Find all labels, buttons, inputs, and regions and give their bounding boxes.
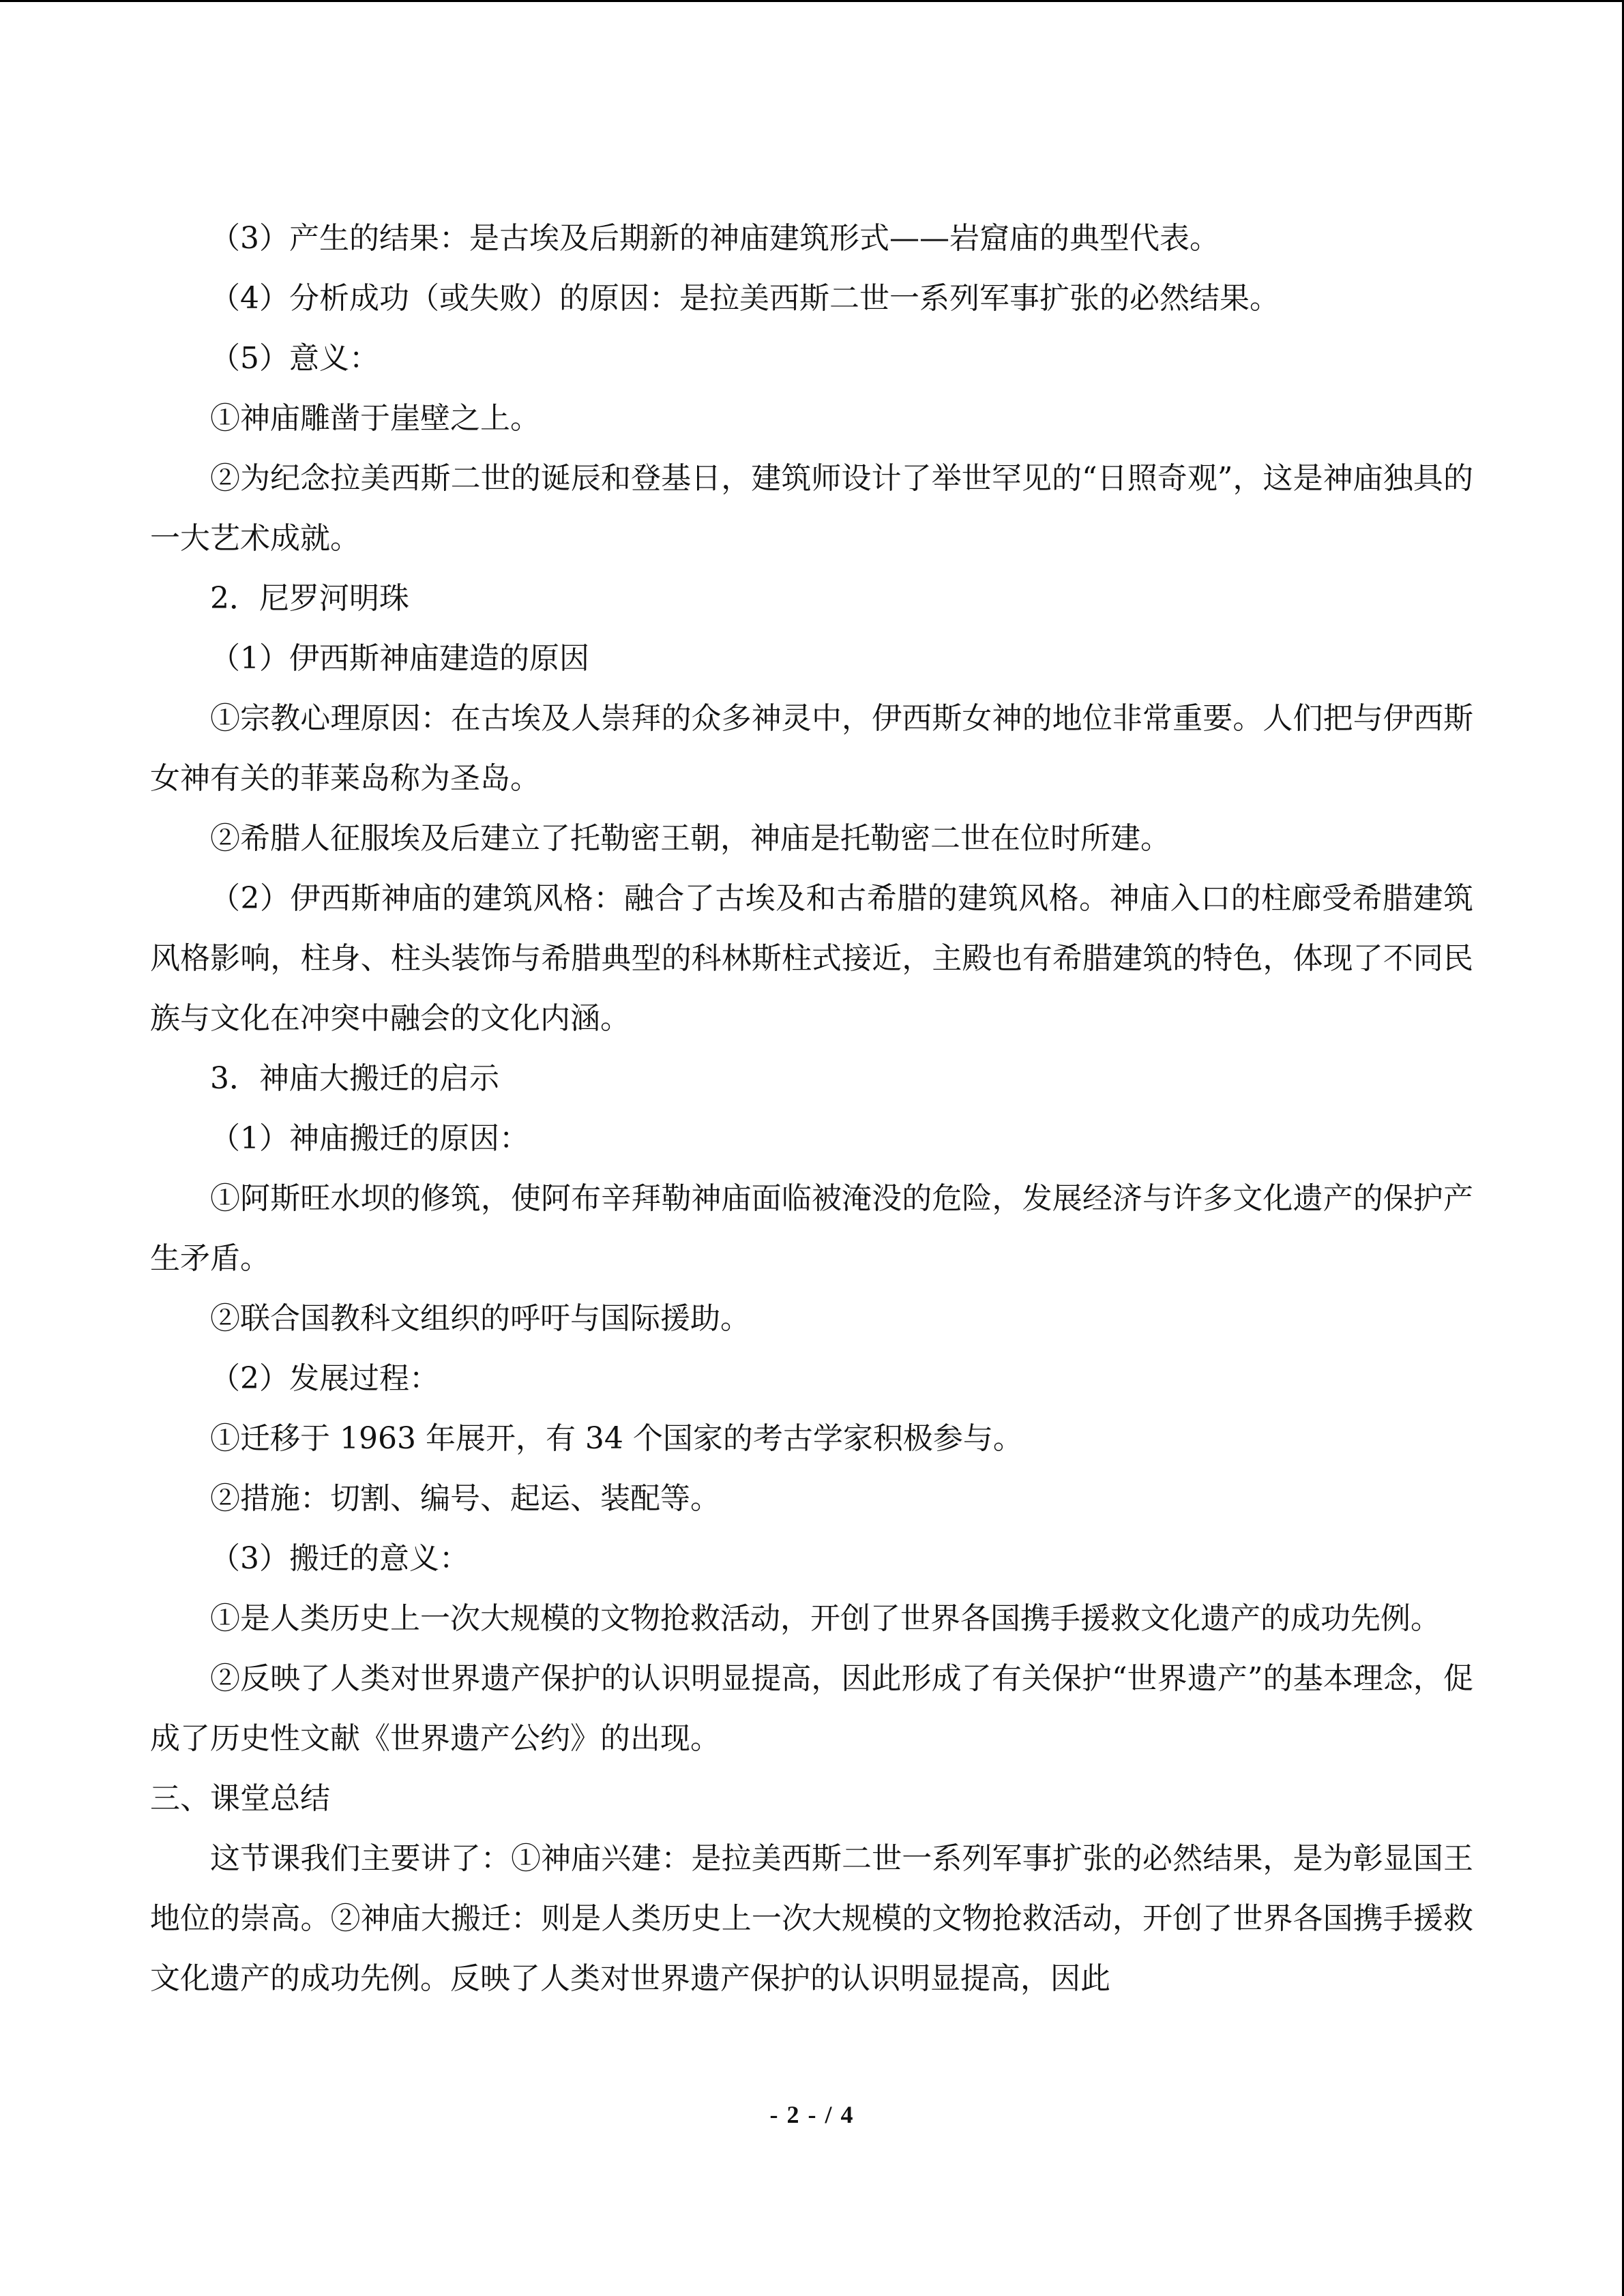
paragraph: ①是人类历史上一次大规模的文物抢救活动，开创了世界各国携手援救文化遗产的成功先例。	[210, 1601, 1441, 1636]
paragraph: （3）产生的结果：是古埃及后期新的神庙建筑形式——岩窟庙的典型代表。	[210, 221, 1220, 256]
paragraph: 2．尼罗河明珠	[210, 581, 409, 616]
paragraph: ①神庙雕凿于崖壁之上。	[210, 401, 540, 436]
paragraph: ②为纪念拉美西斯二世的诞辰和登基日，建筑师设计了举世罕见的“日照奇观”，这是神庙独具的一大艺术成就。	[150, 461, 1473, 556]
paragraph: ①阿斯旺水坝的修筑，使阿布辛拜勒神庙面临被淹没的危险，发展经济与许多文化遗产的保护产生矛盾。	[150, 1181, 1473, 1276]
paragraph: ①迁移于 1963 年展开，有 34 个国家的考古学家积极参与。	[210, 1421, 1023, 1456]
paragraph: ①宗教心理原因：在古埃及人崇拜的众多神灵中，伊西斯女神的地位非常重要。人们把与伊西斯女神有关的菲莱岛称为圣岛。	[150, 701, 1473, 796]
paragraph: 3．神庙大搬迁的启示	[210, 1061, 499, 1096]
paragraph: （1）伊西斯神庙建造的原因	[210, 641, 589, 676]
paragraph: （5）意义：	[210, 341, 379, 376]
paragraph: ②希腊人征服埃及后建立了托勒密王朝，神庙是托勒密二世在位时所建。	[210, 821, 1170, 856]
paragraph: （2）发展过程：	[210, 1361, 439, 1396]
paragraph: （4）分析成功（或失败）的原因：是拉美西斯二世一系列军事扩张的必然结果。	[210, 281, 1280, 316]
page-number: - 2 - / 4	[769, 2101, 855, 2128]
paragraph: ②反映了人类对世界遗产保护的认识明显提高，因此形成了有关保护“世界遗产”的基本理念，促成了历史性文献《世界遗产公约》的出现。	[150, 1661, 1473, 1756]
paragraph: ②措施：切割、编号、起运、装配等。	[210, 1481, 720, 1516]
paragraph: 三、课堂总结	[150, 1781, 330, 1816]
paragraph: ②联合国教科文组织的呼吁与国际援助。	[210, 1301, 750, 1336]
paragraph: （2）伊西斯神庙的建筑风格：融合了古埃及和古希腊的建筑风格。神庙入口的柱廊受希腊建筑风格影响，柱身、柱头装饰与希腊典型的科林斯柱式接近，主殿也有希腊建筑的特色，体现了不同民族与文化在冲突中融会的文化内涵。	[150, 881, 1473, 1036]
paragraph: 这节课我们主要讲了：①神庙兴建：是拉美西斯二世一系列军事扩张的必然结果，是为彰显国王地位的崇高。②神庙大搬迁：则是人类历史上一次大规模的文物抢救活动，开创了世界各国携手援救文化遗产的成功先例。反映了人类对世界遗产保护的认识明显提高，因此	[150, 1841, 1473, 1996]
paragraph: （1）神庙搬迁的原因：	[210, 1121, 529, 1156]
paragraph: （3）搬迁的意义：	[210, 1541, 469, 1576]
document-body	[150, 209, 1473, 2009]
